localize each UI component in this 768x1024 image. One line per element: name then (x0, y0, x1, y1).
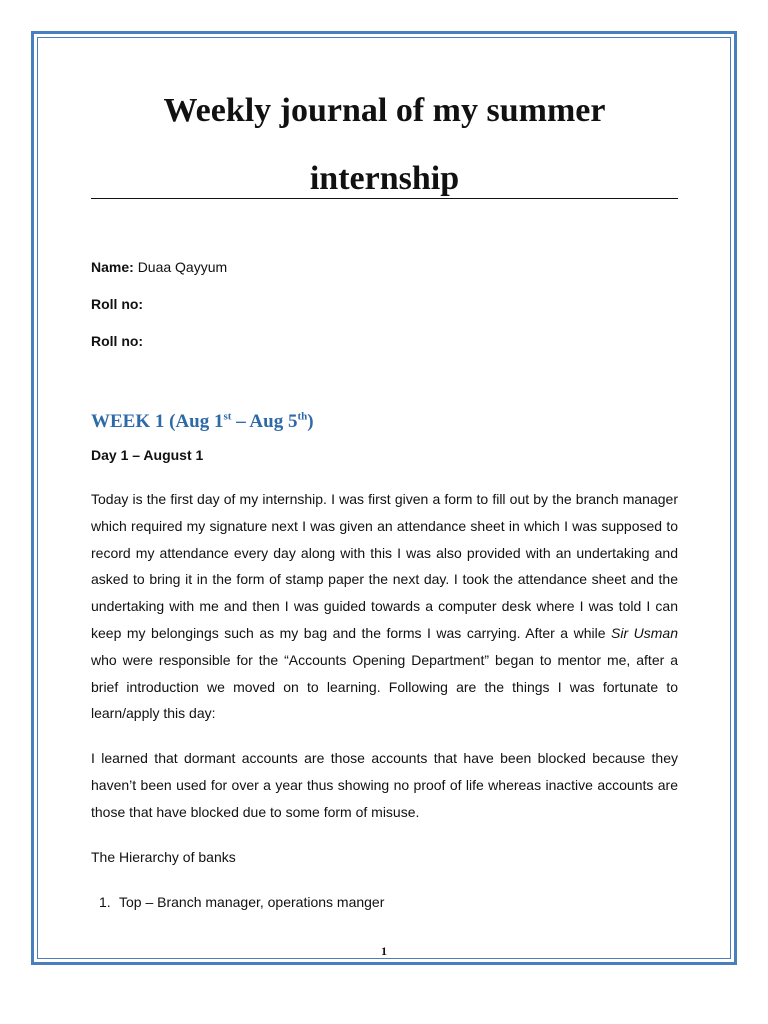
paragraph-3: The Hierarchy of banks (91, 849, 236, 865)
page-number: 1 (381, 944, 387, 958)
paragraph-2: I learned that dormant accounts are those accounts that have been blocked because they haven’t been used for over a year thus showing no proof of life whereas inactive accounts are those that have blocked due to some form of misuse. (91, 750, 678, 820)
title-line-1: Weekly journal of my summer (163, 92, 606, 129)
name-field (91, 258, 227, 276)
hierarchy-list (99, 893, 384, 911)
name-label: Name: (91, 259, 134, 275)
title-underline (91, 198, 678, 199)
roll-no-label-2: Roll no: (91, 333, 144, 349)
day-heading: Day 1 – August 1 (91, 447, 204, 463)
mentor-name: Sir Usman (611, 624, 678, 641)
roll-no-label-1: Roll no: (91, 296, 144, 312)
roll-no-field-1 (91, 295, 143, 313)
name-value: Duaa Qayyum (137, 259, 228, 275)
paragraph-1: Today is the first day of my internship. I was first given a form to fill out by the branch manager which required my signature next I was given an attendance sheet in which I was supposed to record my attendance every day along with this I was also provided with an undertaking and asked to bring it in the form of stamp paper the next day. I took the attendance sheet and the undertaking with me and then I was guided towards a computer desk where I was told I can keep my belongings such as my bag and the forms I was carrying. After a while Sir Usman who were responsible for the “Accounts Opening Department” began to mentor me, after a brief introduction we moved on to learning. Following are the things I was fortunate to learn/apply this day: (91, 491, 678, 722)
list-item: 1. Top – Branch manager, operations manger (99, 894, 385, 910)
roll-no-field-2 (91, 332, 143, 350)
title-line-2: internship (309, 160, 460, 197)
week-heading: WEEK 1 (Aug 1st – Aug 5th) (91, 410, 314, 432)
